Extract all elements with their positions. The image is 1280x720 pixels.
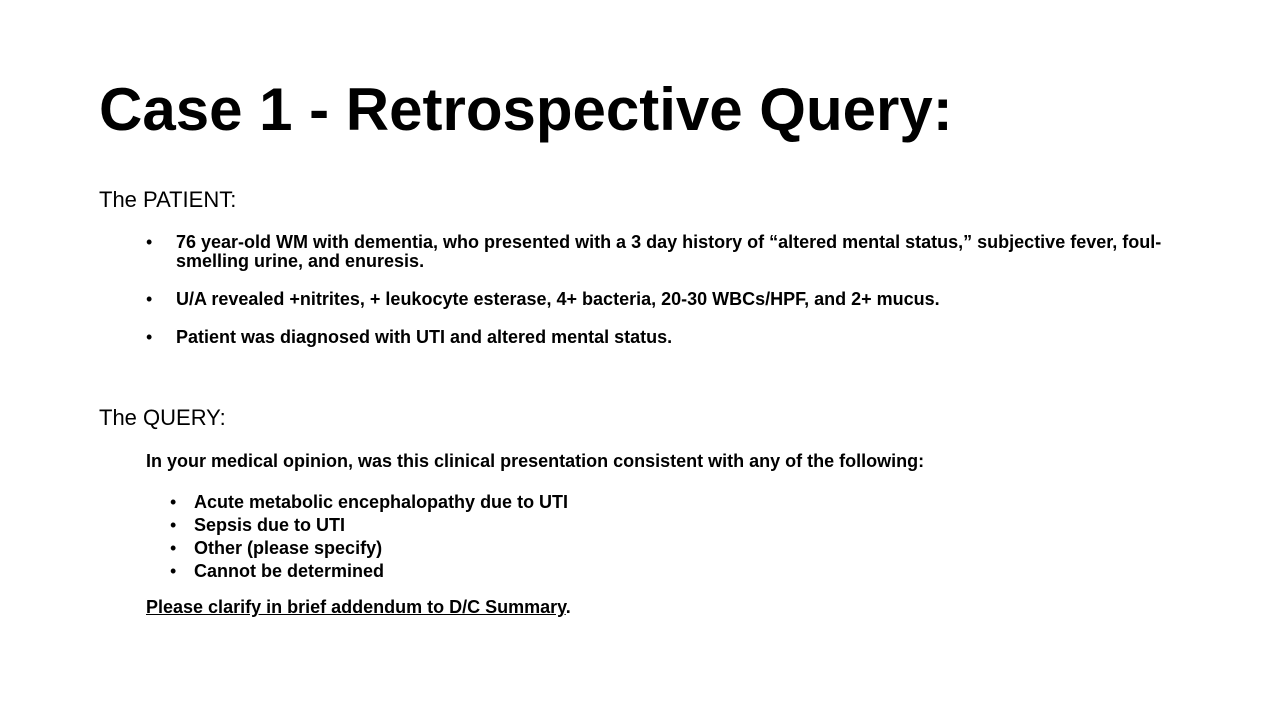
patient-bullet-list [146, 233, 1166, 366]
query-option-text: Other (please specify) [194, 538, 383, 558]
patient-bullet-item [146, 290, 1166, 309]
clarify-underlined-text: Please clarify in brief addendum to D/C Summary [146, 597, 566, 617]
patient-bullet-item [146, 328, 1166, 347]
patient-bullet-text: 76 year-old WM with dementia, who presented with a 3 day history of “altered mental status,” subjective fever, foul-smelling urine, and enuresis. [176, 232, 1162, 271]
query-option-list [170, 491, 568, 583]
query-option-item [170, 514, 568, 537]
bullet-icon: • [146, 327, 153, 347]
query-option-text: Acute metabolic encephalopathy due to UTI [194, 492, 569, 512]
patient-bullet-text: U/A revealed +nitrites, + leukocyte esterase, 4+ bacteria, 20-30 WBCs/HPF, and 2+ mucus. [176, 289, 940, 309]
query-intro-text: In your medical opinion, was this clinical presentation consistent with any of the following: [146, 451, 925, 471]
patient-bullet-text: Patient was diagnosed with UTI and altered mental status. [176, 327, 673, 347]
bullet-icon: • [146, 232, 153, 252]
bullet-icon: • [146, 289, 153, 309]
query-option-item [170, 537, 568, 560]
bullet-icon: • [170, 561, 177, 581]
bullet-icon: • [170, 538, 177, 558]
query-option-item [170, 560, 568, 583]
clarify-instruction [146, 597, 571, 618]
clarify-suffix-text: . [565, 597, 571, 617]
query-option-item [170, 491, 568, 514]
query-option-text: Cannot be determined [194, 561, 385, 581]
bullet-icon: • [170, 492, 177, 512]
patient-heading: The PATIENT: [99, 187, 237, 212]
bullet-icon: • [170, 515, 177, 535]
slide-title: Case 1 - Retrospective Query: [99, 76, 953, 143]
query-heading: The QUERY: [99, 405, 226, 430]
patient-bullet-item [146, 233, 1166, 271]
query-option-text: Sepsis due to UTI [194, 515, 346, 535]
